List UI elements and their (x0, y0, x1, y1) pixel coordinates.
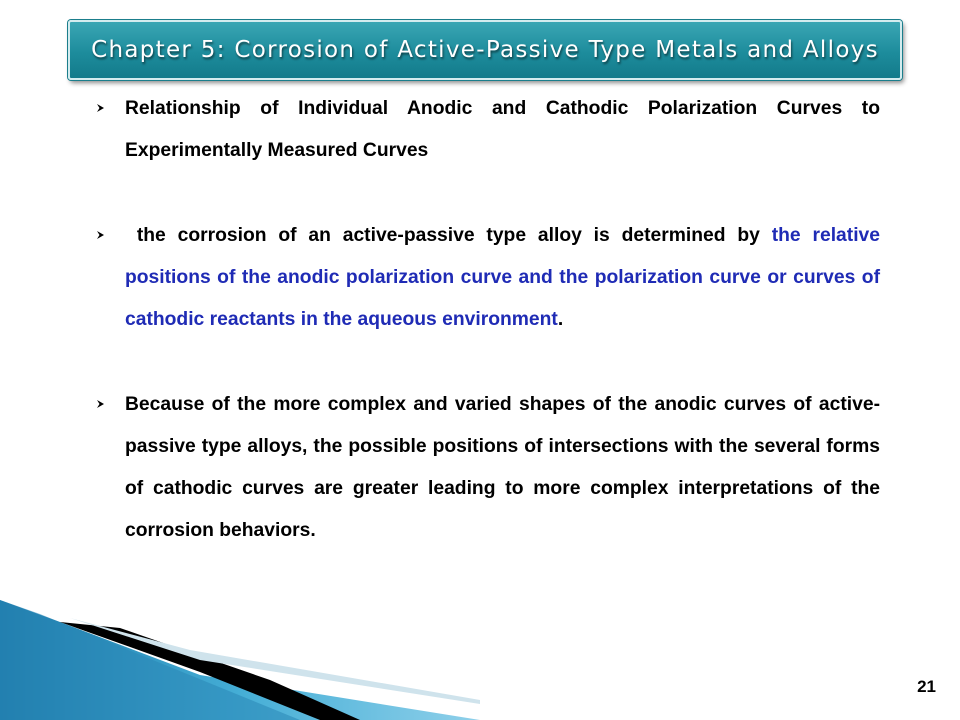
arrow-bullet-icon (96, 103, 106, 113)
bullet-text (125, 215, 880, 341)
bullet-item (86, 215, 880, 341)
slide-title: Chapter 5: Corrosion of Active-Passive Type Metals and Alloys (91, 37, 879, 63)
bullet-item (86, 88, 880, 172)
page-number: 21 (917, 677, 936, 696)
bullet-text: Relationship of Individual Anodic and Cathodic Polarization Curves to Experimentally Measured Curves (125, 98, 880, 161)
bullet-text: Because of the more complex and varied shapes of the anodic curves of active-passive type alloys, the possible positions of intersections with the several forms of cathodic curves are greater leading to more complex interpretations of the corrosion behaviors. (125, 394, 880, 541)
arrow-bullet-icon (96, 399, 106, 409)
bullet-text-end: . (557, 309, 564, 330)
title-bar (68, 20, 902, 80)
decorative-swoosh (0, 600, 480, 720)
bullet-text-intro: the corrosion of an active-passive type alloy is determined by (136, 225, 772, 246)
bullet-item (86, 384, 880, 552)
bullet-list (86, 88, 880, 552)
bullet-text-highlight: the relative positions of the anodic polarization curve and the polarization curve or curves of cathodic reactants in the aqueous environment (125, 225, 880, 330)
arrow-bullet-icon (96, 230, 106, 240)
